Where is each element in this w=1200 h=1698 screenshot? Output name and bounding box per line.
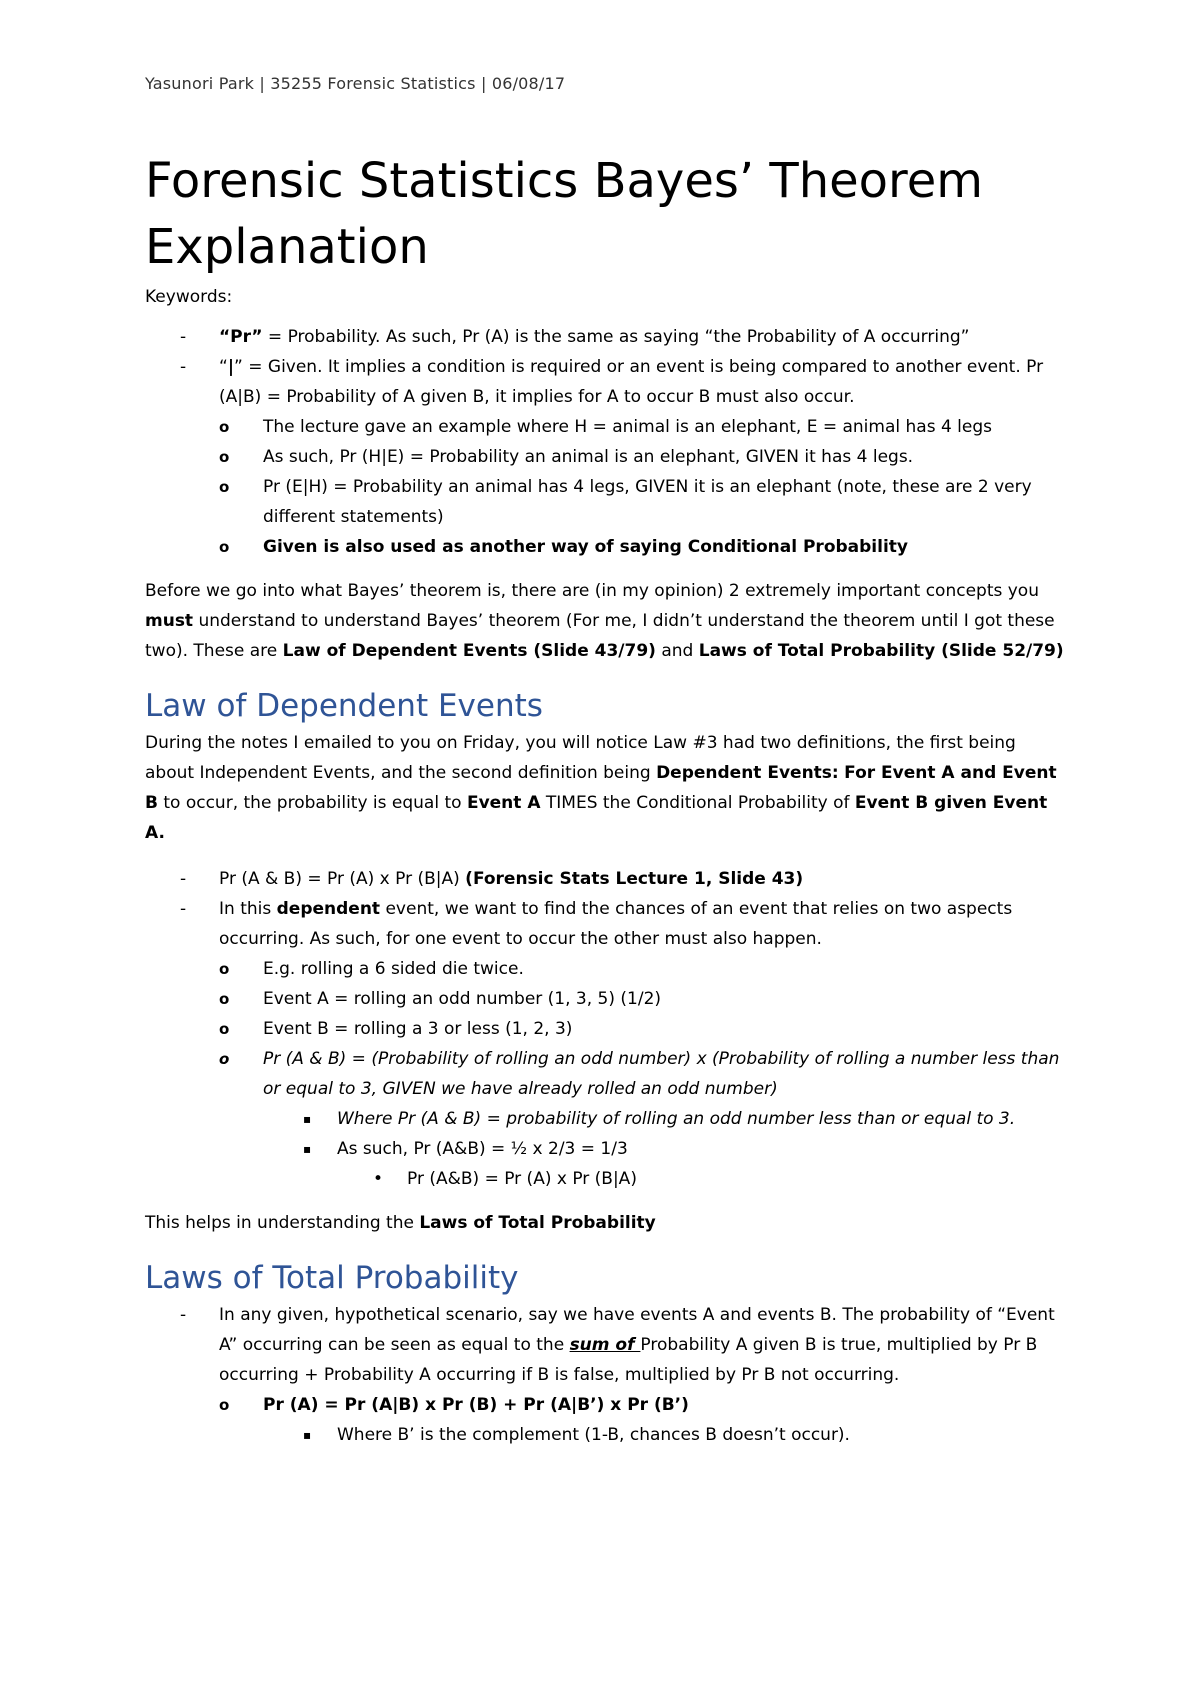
paragraph-text: to occur, the probability is equal to [157,793,467,813]
intro-paragraph [145,576,1065,666]
intro-emphasis: Law of Dependent Events (Slide 43/79) [282,641,656,661]
formula-citation: (Forensic Stats Lecture 1, Slide 43) [465,869,804,889]
section-heading-total-probability: Laws of Total Probability [145,1260,519,1296]
list-item-text: Probability A given B is true, multiplied by Pr B occurring + Probability A occurring if B is false, multiplied by Pr B not occurring. [219,1335,1038,1385]
intro-text: understand to understand Bayes’ theorem (For me, I didn’t understand the theorem until I got these two). These are [145,611,1055,661]
list-item [263,1420,1065,1450]
list-item [219,442,1065,472]
o-bullet: o [219,960,230,978]
list-item-text: As such, Pr (A&B) = ½ x 2/3 = 1/3 [337,1139,628,1159]
list-item [263,1134,1065,1194]
list-item [145,352,1065,562]
document-body [145,282,1065,1450]
paragraph-emphasis: Laws of Total Probability [419,1213,656,1233]
intro-emphasis: Laws of Total Probability (Slide 52/79) [698,641,1064,661]
paragraph-text: During the notes I emailed to you on Friday, you will notice Law #3 had two definitions, the first being about Independent Events, and the second definition being [145,733,1016,783]
intro-emphasis: must [145,611,194,631]
dependent-events-list [145,864,1065,1194]
o-bullet: o [219,538,230,556]
o-bullet: o [219,418,230,436]
keyword-given-text: ” = Given. It implies a condition is required or an event is being compared to another event. Pr (A|B) = Probability of A given B, it implies for A to occur B must also occur. [219,357,1044,407]
formula-text: Pr (A) = Pr (A|B) x Pr (B) + Pr (A|B’) x Pr (B’) [263,1395,689,1415]
list-item [263,1104,1065,1134]
list-item-text: Event B = rolling a 3 or less (1, 2, 3) [263,1019,573,1039]
keywords-label: Keywords: [145,287,233,307]
list-item [145,322,1065,352]
list-item [219,412,1065,442]
list-item-text: Pr (E|H) = Probability an animal has 4 legs, GIVEN it is an elephant (note, these are 2 very different statements) [263,477,1032,527]
paragraph-emphasis: Event A [466,793,541,813]
paragraph-emphasis: For Event A and Event B [145,763,1057,813]
list-item-text: Pr (A&B) = Pr (A) x Pr (B|A) [407,1169,637,1189]
o-bullet: o [219,1020,230,1038]
section-heading-dependent-events: Law of Dependent Events [145,688,543,724]
list-item [145,864,1065,894]
page-header: Yasunori Park | 35255 Forensic Statistics | 06/08/17 [145,74,566,93]
sub-list [219,1390,1065,1450]
dash-bullet: - [180,327,187,347]
intro-text: Before we go into what Bayes’ theorem is, there are (in my opinion) 2 extremely important concepts you [145,581,1039,601]
paragraph-emphasis: Dependent Events: [656,763,839,783]
paragraph-text: This helps in understanding the [145,1213,420,1233]
list-item-text: The lecture gave an example where H = animal is an elephant, E = animal has 4 legs [263,417,993,437]
dot-bullet: • [373,1169,384,1189]
list-item-text: Given is also used as another way of saying Conditional Probability [263,537,908,557]
list-item-text: In this [219,899,277,919]
formula-text: Pr (A & B) = Pr (A) x Pr (B|A) [219,869,466,889]
keyword-pr: “Pr” [219,327,263,347]
list-item-emphasis: sum of [569,1335,641,1355]
list-item [219,1390,1065,1450]
square-bullet: ▪ [303,1142,312,1156]
list-item-text: Pr (A & B) = (Probability of rolling an odd number) x (Probability of rolling a number less than or equal to 3, GIVEN we have already rolled an odd number) [263,1049,1060,1099]
dash-bullet: - [180,1305,187,1325]
sub-list [219,954,1065,1194]
list-item [145,1300,1065,1450]
list-item [145,894,1065,1194]
list-item [219,984,1065,1014]
dependent-events-paragraph [145,728,1065,848]
transition-paragraph [145,1208,1065,1238]
sub-sub-sub-list [337,1164,1065,1194]
list-item [219,472,1065,532]
o-bullet: o [219,448,230,466]
list-item [337,1164,1065,1194]
list-item-text: In any given, hypothetical scenario, say we have events A and events B. The probability of “Event A” occurring can be seen as equal to the [219,1305,1055,1355]
paragraph-emphasis: Event B given Event A. [145,793,1048,843]
o-bullet: o [219,1396,230,1414]
o-bullet: o [219,1050,230,1068]
square-bullet: ▪ [303,1112,312,1126]
o-bullet: o [219,990,230,1008]
list-item [219,1014,1065,1044]
square-bullet: ▪ [303,1428,312,1442]
dash-bullet: - [180,357,187,377]
keywords-list [145,322,1065,562]
sub-sub-list [263,1420,1065,1450]
list-item [219,1044,1065,1194]
dash-bullet: - [180,899,187,919]
list-item-emphasis: dependent [276,899,381,919]
dash-bullet: - [180,869,187,889]
sub-sub-list [263,1104,1065,1194]
sub-list [219,412,1065,562]
keyword-given: | [227,357,235,377]
list-item-text: Where Pr (A & B) = probability of rolling an odd number less than or equal to 3. [337,1109,1016,1129]
total-probability-list [145,1300,1065,1450]
list-item-text: Where B’ is the complement (1-B, chances B doesn’t occur). [337,1425,850,1445]
paragraph-text: TIMES the Conditional Probability of [540,793,855,813]
list-item-text: event, we want to find the chances of an event that relies on two aspects occurring. As such, for one event to occur the other must also happen. [219,899,1013,949]
keyword-pr-text: = Probability. As such, Pr (A) is the same as saying “the Probability of A occurring” [262,327,970,347]
document-title: Forensic Statistics Bayes’ Theorem Explanation [145,153,983,275]
list-item-text: As such, Pr (H|E) = Probability an animal is an elephant, GIVEN it has 4 legs. [263,447,914,467]
intro-text: and [655,641,699,661]
list-item [219,532,1065,562]
o-bullet: o [219,478,230,496]
list-item [219,954,1065,984]
list-item-text: Event A = rolling an odd number (1, 3, 5) (1/2) [263,989,662,1009]
keyword-given-quote: “ [219,357,228,377]
list-item-text: E.g. rolling a 6 sided die twice. [263,959,524,979]
